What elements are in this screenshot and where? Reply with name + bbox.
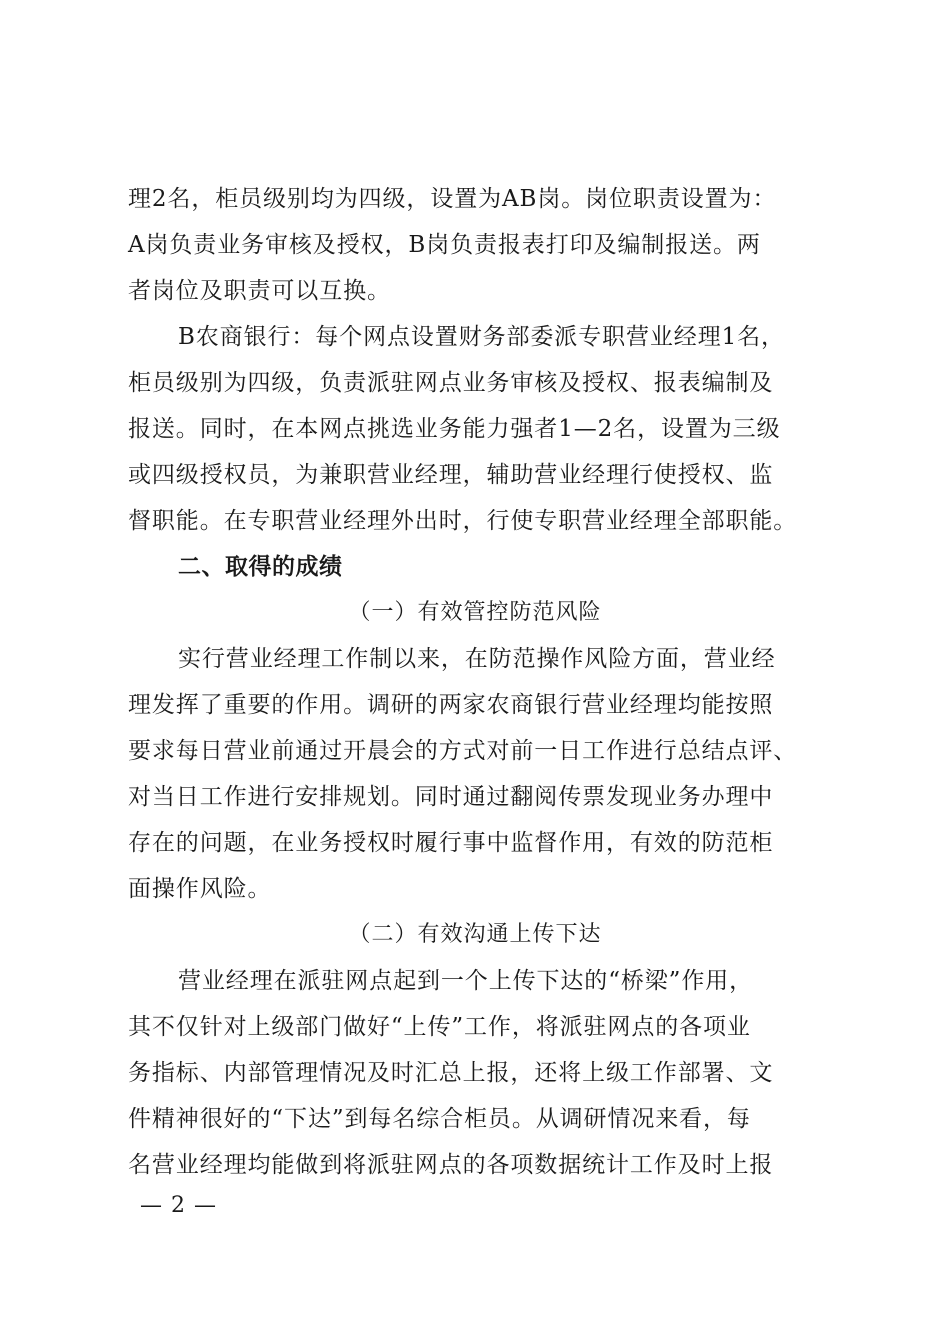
page-number: — 2 — bbox=[140, 1193, 217, 1218]
paragraph-line: 面操作风险。 bbox=[128, 876, 272, 902]
paragraph-line: 柜员级别为四级，负责派驻网点业务审核及授权、报表编制及 bbox=[128, 370, 774, 396]
paragraph-line: 名营业经理均能做到将派驻网点的各项数据统计工作及时上报 bbox=[128, 1152, 774, 1178]
paragraph-line: 理发挥了重要的作用。调研的两家农商银行营业经理均能按照 bbox=[128, 692, 774, 718]
subsection-title: （二）有效沟通上传下达 bbox=[348, 922, 602, 947]
paragraph-line: 对当日工作进行安排规划。同时通过翻阅传票发现业务办理中 bbox=[128, 784, 774, 810]
paragraph-line: 理2名，柜员级别均为四级，设置为AB岗。岗位职责设置为： bbox=[128, 186, 777, 212]
subsection-title: （一）有效管控防范风险 bbox=[348, 600, 602, 625]
paragraph-line: A岗负责业务审核及授权，B岗负责报表打印及编制报送。两 bbox=[128, 232, 761, 258]
paragraph-line: 督职能。在专职营业经理外出时，行使专职营业经理全部职能。 bbox=[128, 508, 798, 534]
paragraph-line: 报送。同时，在本网点挑选业务能力强者1—2名，设置为三级 bbox=[128, 416, 781, 442]
paragraph-line: 存在的问题，在业务授权时履行事中监督作用，有效的防范柜 bbox=[128, 830, 774, 856]
paragraph-line: 实行营业经理工作制以来，在防范操作风险方面，营业经 bbox=[178, 646, 776, 672]
paragraph-line: 务指标、内部管理情况及时汇总上报，还将上级工作部署、文 bbox=[128, 1060, 774, 1086]
paragraph-line: 件精神很好的“下达”到每名综合柜员。从调研情况来看，每 bbox=[128, 1106, 751, 1132]
paragraph-line: 者岗位及职责可以互换。 bbox=[128, 278, 391, 304]
paragraph-line: 或四级授权员，为兼职营业经理，辅助营业经理行使授权、监 bbox=[128, 462, 774, 488]
paragraph-line: 其不仅针对上级部门做好“上传”工作，将派驻网点的各项业 bbox=[128, 1014, 751, 1040]
paragraph-line: 要求每日营业前通过开晨会的方式对前一日工作进行总结点评、 bbox=[128, 738, 798, 764]
paragraph-line: B农商银行：每个网点设置财务部委派专职营业经理1名， bbox=[178, 324, 785, 350]
paragraph-line: 营业经理在派驻网点起到一个上传下达的“桥梁”作用， bbox=[178, 968, 754, 994]
section-heading: 二、取得的成绩 bbox=[178, 554, 343, 580]
